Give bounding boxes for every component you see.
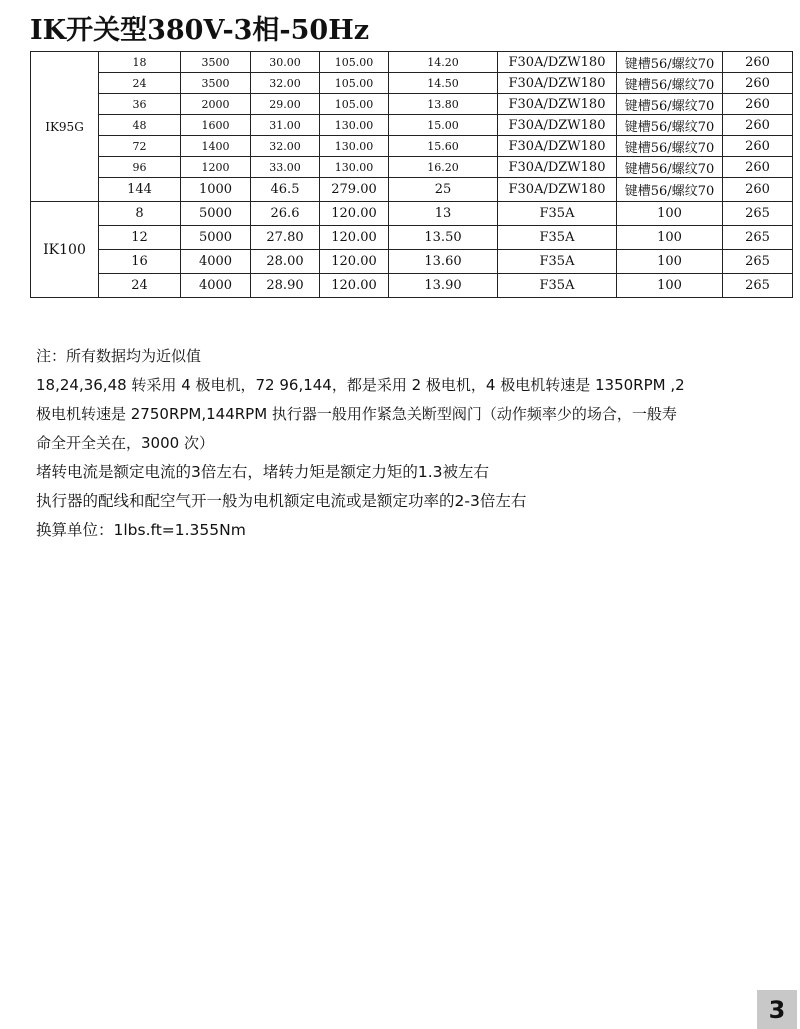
table-cell: F35A <box>498 250 617 274</box>
table-cell: 14.20 <box>389 52 498 73</box>
table-cell: 260 <box>723 136 793 157</box>
table-cell: 13.60 <box>389 250 498 274</box>
table-cell: 105.00 <box>320 73 389 94</box>
note-unit-conversion: 换算单位：1lbs.ft=1.355Nm <box>36 521 246 539</box>
table-cell: F30A/DZW180 <box>498 94 617 115</box>
table-cell: F35A <box>498 202 617 226</box>
table-cell: 120.00 <box>320 226 389 250</box>
table-cell: 30.00 <box>251 52 320 73</box>
table-row <box>31 157 793 178</box>
table-row <box>31 178 793 202</box>
table-cell: 25 <box>389 178 498 202</box>
table-cell: 键槽56/螺纹70 <box>617 94 723 115</box>
table-cell: 键槽56/螺纹70 <box>617 115 723 136</box>
note-motor-poles: 18,24,36,48 转采用 4 极电机，72 96,144，都是采用 2 极电机，4 极电机转速是 1350RPM ,2 极电机转速是 2750RPM,144RPM 执行器一般用作紧急关断型阀门（动作频率少的场合，一般寿命全开全关在，3000 次） <box>36 376 685 452</box>
table-cell: 4000 <box>181 274 251 298</box>
table-cell: 260 <box>723 52 793 73</box>
table-row <box>31 52 793 73</box>
table-cell: 260 <box>723 115 793 136</box>
table-cell: 31.00 <box>251 115 320 136</box>
table-cell: 100 <box>617 202 723 226</box>
table-cell: 130.00 <box>320 157 389 178</box>
table-cell: 5000 <box>181 202 251 226</box>
table-cell: 96 <box>99 157 181 178</box>
table-cell: 120.00 <box>320 274 389 298</box>
table-cell: 2000 <box>181 94 251 115</box>
page-number: 3 <box>757 990 797 1029</box>
table-cell: F30A/DZW180 <box>498 157 617 178</box>
table-cell: 32.00 <box>251 136 320 157</box>
table-cell: F30A/DZW180 <box>498 73 617 94</box>
notes-section <box>36 342 736 545</box>
table-cell: 1400 <box>181 136 251 157</box>
note-wiring: 执行器的配线和配空气开一般为电机额定电流或是额定功率的2-3倍左右 <box>36 492 527 510</box>
table-cell: 48 <box>99 115 181 136</box>
table-cell: 24 <box>99 73 181 94</box>
table-row <box>31 202 793 226</box>
table-cell: 3500 <box>181 73 251 94</box>
table-cell: 键槽56/螺纹70 <box>617 178 723 202</box>
table-cell: 100 <box>617 250 723 274</box>
table-row <box>31 115 793 136</box>
page-title: IK开关型380V-3相-50Hz <box>30 15 370 46</box>
table-cell: F30A/DZW180 <box>498 115 617 136</box>
table-cell: 36 <box>99 94 181 115</box>
table-cell: 72 <box>99 136 181 157</box>
table-cell: 265 <box>723 250 793 274</box>
table-cell: 265 <box>723 274 793 298</box>
table-cell: 27.80 <box>251 226 320 250</box>
table-cell: 46.5 <box>251 178 320 202</box>
table-row <box>31 73 793 94</box>
table-cell: 130.00 <box>320 115 389 136</box>
table-cell: 105.00 <box>320 52 389 73</box>
table-cell: 14.50 <box>389 73 498 94</box>
table-cell: 265 <box>723 202 793 226</box>
table-cell: 12 <box>99 226 181 250</box>
table-cell: 100 <box>617 274 723 298</box>
table-cell: 8 <box>99 202 181 226</box>
table-cell: 13.90 <box>389 274 498 298</box>
table-row <box>31 136 793 157</box>
table-cell: 24 <box>99 274 181 298</box>
table-cell: 29.00 <box>251 94 320 115</box>
table-cell: 18 <box>99 52 181 73</box>
table-row <box>31 94 793 115</box>
table-cell: 260 <box>723 157 793 178</box>
table-cell: 13 <box>389 202 498 226</box>
table-cell: 100 <box>617 226 723 250</box>
table-cell: 键槽56/螺纹70 <box>617 73 723 94</box>
table-row <box>31 250 793 274</box>
table-cell: 13.50 <box>389 226 498 250</box>
note-approx: 注：所有数据均为近似值 <box>36 347 202 365</box>
table-cell: F35A <box>498 226 617 250</box>
table-cell: 1200 <box>181 157 251 178</box>
table-cell: 1000 <box>181 178 251 202</box>
model-cell: IK100 <box>31 202 99 298</box>
spec-table <box>30 51 793 298</box>
table-cell: 3500 <box>181 52 251 73</box>
model-cell: IK95G <box>31 52 99 202</box>
note-stall-current: 堵转电流是额定电流的3倍左右，堵转力矩是额定力矩的1.3被左右 <box>36 463 490 481</box>
table-cell: 4000 <box>181 250 251 274</box>
table-row <box>31 274 793 298</box>
table-cell: 1600 <box>181 115 251 136</box>
table-cell: 16.20 <box>389 157 498 178</box>
table-cell: 28.00 <box>251 250 320 274</box>
table-cell: 33.00 <box>251 157 320 178</box>
table-cell: 32.00 <box>251 73 320 94</box>
table-cell: 144 <box>99 178 181 202</box>
table-cell: F35A <box>498 274 617 298</box>
table-row <box>31 226 793 250</box>
table-cell: 5000 <box>181 226 251 250</box>
table-cell: 265 <box>723 226 793 250</box>
table-cell: 105.00 <box>320 94 389 115</box>
table-cell: 键槽56/螺纹70 <box>617 52 723 73</box>
table-cell: F30A/DZW180 <box>498 178 617 202</box>
table-cell: 28.90 <box>251 274 320 298</box>
table-cell: 键槽56/螺纹70 <box>617 136 723 157</box>
table-cell: 键槽56/螺纹70 <box>617 157 723 178</box>
table-cell: 15.60 <box>389 136 498 157</box>
table-cell: 120.00 <box>320 202 389 226</box>
table-cell: 260 <box>723 94 793 115</box>
table-cell: 130.00 <box>320 136 389 157</box>
table-cell: 16 <box>99 250 181 274</box>
table-cell: 260 <box>723 178 793 202</box>
table-cell: 15.00 <box>389 115 498 136</box>
table-cell: 26.6 <box>251 202 320 226</box>
table-cell: 260 <box>723 73 793 94</box>
table-cell: F30A/DZW180 <box>498 136 617 157</box>
table-cell: 13.80 <box>389 94 498 115</box>
table-cell: F30A/DZW180 <box>498 52 617 73</box>
table-cell: 279.00 <box>320 178 389 202</box>
table-cell: 120.00 <box>320 250 389 274</box>
